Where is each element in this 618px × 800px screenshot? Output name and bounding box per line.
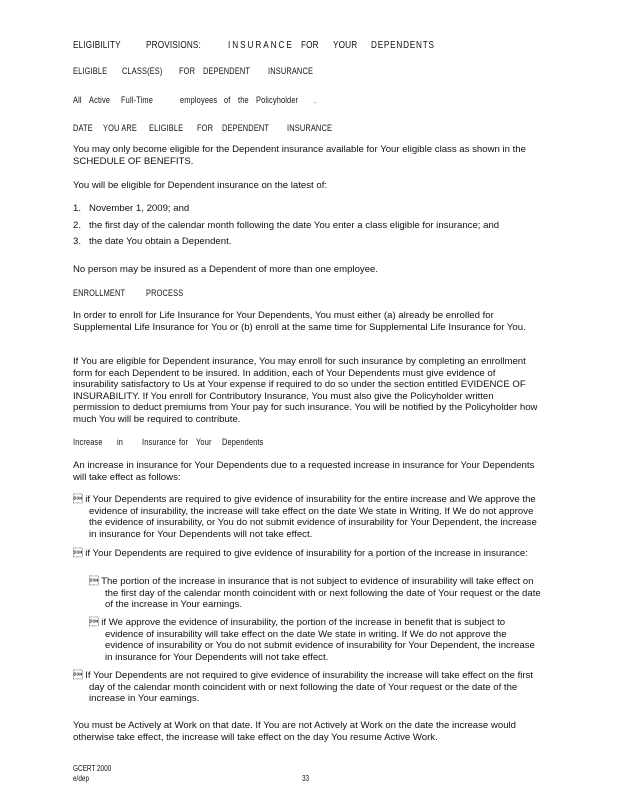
heading-word: for	[179, 437, 189, 448]
heading-word: in	[117, 437, 124, 448]
heading-word: Your	[196, 437, 212, 448]
paragraph-eligible-latest: You will be eligible for Dependent insurance on the latest of:	[73, 180, 328, 191]
list-number: 3.	[73, 236, 82, 247]
heading-word: ELIGIBLE	[73, 66, 108, 77]
heading-word: DEPENDENT	[203, 66, 251, 77]
paragraph-enroll-dependent: If You are eligible for Dependent insurance, You may enroll for such insurance by completing an enrollment form for each Dependent to be insured. In addition, each of Your Dependents must give evidence of insurability satisfactory to Us at Your expense if required to do so under the section entitled EVIDENCE OF INSURABILITY. If You enroll for Contributory Insurance, You must also give the Policyholder written permission to deduct premiums from Your pay for such insurance. You will be notified by the Policyholder how much You will be required to contribute.	[73, 356, 538, 425]
title-word: YOUR	[333, 39, 358, 51]
heading-word: INSURANCE	[268, 66, 314, 77]
title-word: ELIGIBILITY	[73, 39, 121, 51]
page-number: 33	[302, 774, 310, 783]
heading-word: ELIGIBLE	[149, 123, 184, 134]
class-word: .	[314, 95, 317, 106]
bullet-not-required:  If Your Dependents are not required to give evidence of insurability the increase will take effect on the first day of the calendar month coincident with or next following the date of Your request or the date of the increase in Your earnings.	[73, 670, 534, 704]
list-number: 1.	[73, 203, 82, 214]
title-word: INSURANCE	[228, 39, 294, 51]
list-item: November 1, 2009; and	[89, 203, 190, 214]
heading-word: DATE	[73, 123, 93, 134]
paragraph-increase: An increase in insurance for Your Dependents due to a requested increase in insurance for Your Dependents will take effect as follows:	[73, 460, 535, 483]
heading-word: PROCESS	[146, 288, 184, 299]
class-word: of	[224, 95, 231, 106]
heading-word: Insurance	[142, 437, 176, 448]
paragraph-actively-at-work: You must be Actively at Work on that date. If You are not Actively at Work on the date the increase would otherwise take effect, the increase will take effect on the day You resume Active Work.	[73, 720, 516, 743]
heading-word: FOR	[197, 123, 214, 134]
heading-word: DEPENDENT	[222, 123, 270, 134]
class-word: employees	[180, 95, 218, 106]
heading-word: CLASS(ES)	[122, 66, 163, 77]
heading-word: YOU ARE	[103, 123, 138, 134]
heading-word: FOR	[179, 66, 196, 77]
footer-sub-code: e/dep	[73, 774, 90, 783]
paragraph-no-person: No person may be insured as a Dependent of more than one employee.	[73, 264, 379, 275]
paragraph-enroll-life: In order to enroll for Life Insurance for Your Dependents, You must either (a) already be enrolled for Supplemental Life Insurance for You or (b) enroll at the same time for Supplemental Life Insurance for You.	[73, 310, 526, 333]
paragraph-eligible-class: You may only become eligible for the Dependent insurance available for Your eligible class as shown in the SCHEDULE OF BENEFITS.	[73, 144, 526, 167]
class-word: the	[238, 95, 249, 106]
heading-word: INSURANCE	[287, 123, 333, 134]
class-word: Policyholder	[256, 95, 299, 106]
list-item: the date You obtain a Dependent.	[89, 236, 232, 247]
heading-word: Dependents	[222, 437, 264, 448]
title-word: PROVISIONS:	[146, 39, 201, 51]
sub-bullet-approve:  if We approve the evidence of insurability, the portion of the increase in benefit that is subject to evidence of insurability will take effect on the date We state in writing. If We do not approve the evidence of insurability or You do not submit evidence of insurability for Your Dependent, the increase in insurance for Your Dependents will not take effect.	[89, 617, 535, 663]
list-item: the first day of the calendar month following the date You enter a class eligible for insurance; and	[89, 220, 500, 231]
class-word: All	[73, 95, 82, 106]
list-number: 2.	[73, 220, 82, 231]
title-word: DEPENDENTS	[371, 39, 435, 51]
title-word: FOR	[301, 39, 319, 51]
bullet-portion-increase:  if Your Dependents are required to give evidence of insurability for a portion of the increase in insurance:	[73, 548, 528, 559]
footer-form-code: GCERT 2000	[73, 764, 112, 773]
sub-bullet-not-subject:  The portion of the increase in insurance that is not subject to evidence of insurability will take effect on the first day of the calendar month coincident with or next following the date of Your request or the date of the increase in Your earnings.	[89, 576, 541, 610]
heading-word: Increase	[73, 437, 103, 448]
class-word: Active	[89, 95, 111, 106]
class-word: Full-Time	[121, 95, 154, 106]
heading-word: ENROLLMENT	[73, 288, 126, 299]
bullet-entire-increase:  if Your Dependents are required to give evidence of insurability for the entire increase and We approve the evidence of insurability, the increase will take effect on the date We state in Writing. If We do not approve the evidence of insurability, or You do not submit evidence of insurability for Your Dependent, the increase in insurance for Your Dependents will not take effect.	[73, 494, 537, 540]
